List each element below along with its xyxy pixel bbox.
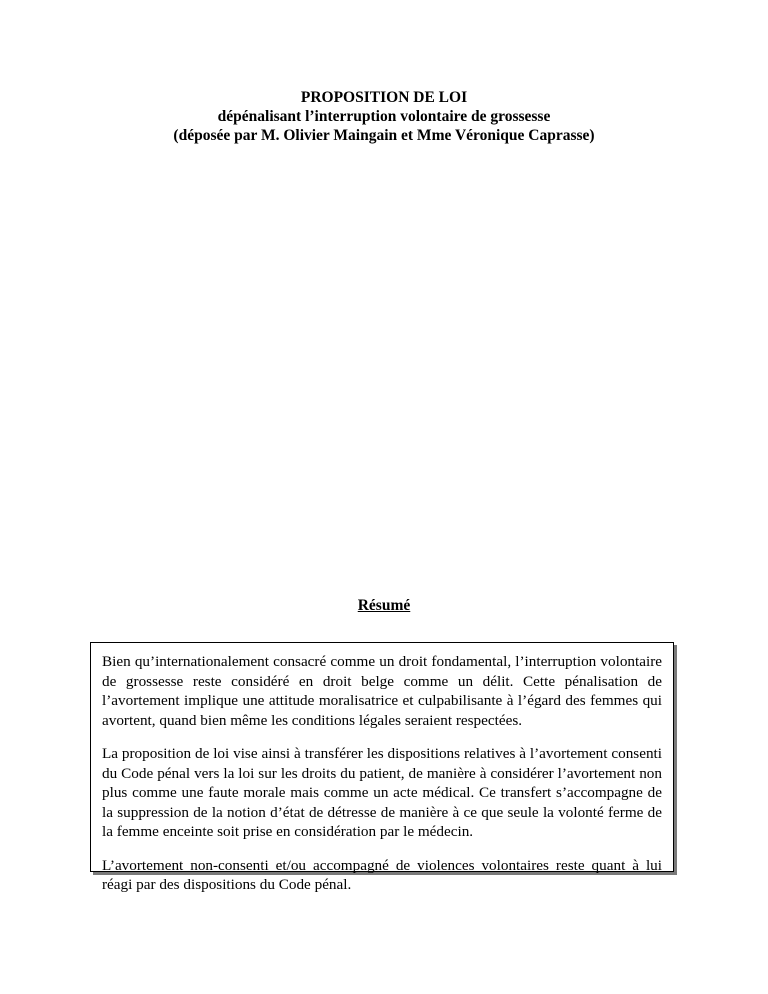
document-title-block [0, 88, 768, 145]
summary-heading: Résumé [357, 597, 411, 614]
summary-paragraph-1: Bien qu’internationalement consacré comme un droit fondamental, l’interruption volontaire de grossesse reste considéré en droit belge comme un délit. Cette pénalisation de l’avortement implique une attitude moralisatrice et culpabilisante à l’égard des femmes qui avortent, quand bien même les conditions légales seraient respectées. [102, 653, 662, 729]
summary-paragraph-2: La proposition de loi vise ainsi à transférer les dispositions relatives à l’avortement consenti du Code pénal vers la loi sur les droits du patient, de manière à considérer l’avortement non plus comme une faute morale mais comme un acte médical. Ce transfert s’accompagne de la suppression de la notion d’état de détresse de manière à ce que seule la volonté ferme de la femme enceinte soit prise en considération par le médecin. [102, 745, 662, 840]
summary-paragraph-3: L’avortement non-consenti et/ou accompagné de violences volontaires reste quant à lui réagi par des dispositions du Code pénal. [102, 856, 662, 893]
summary-box [90, 642, 674, 893]
document-subtitle: dépénalisant l’interruption volontaire de grossesse [217, 108, 551, 125]
document-title: PROPOSITION DE LOI [300, 89, 468, 106]
document-authors: (déposée par M. Olivier Maingain et Mme Véronique Caprasse) [173, 127, 595, 144]
